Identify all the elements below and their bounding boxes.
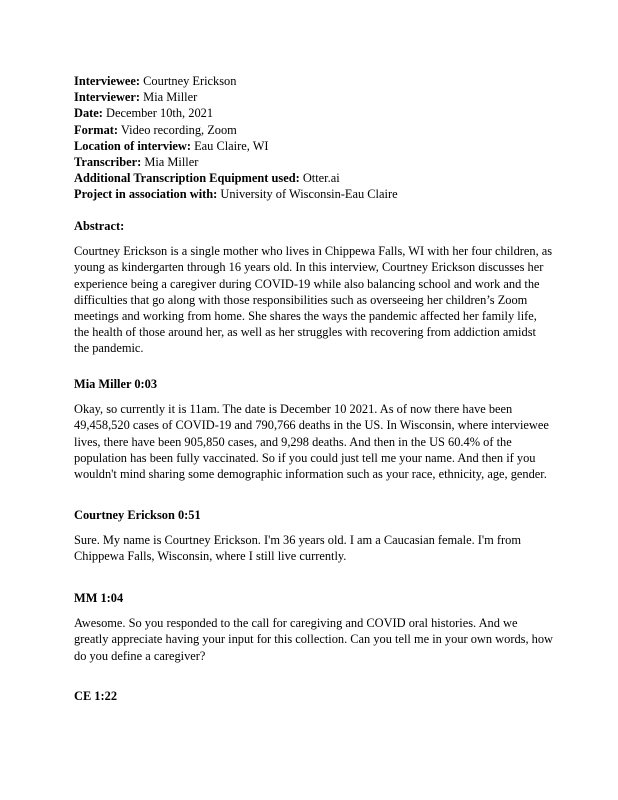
meta-label: Interviewee: [74,74,141,88]
meta-label: Project in association with: [74,187,218,202]
meta-project [74,186,594,202]
transcript-entry [74,376,554,482]
meta-format [74,122,594,138]
meta-value: Eau Claire, WI [194,138,269,153]
meta-label: Location of interview: [74,138,191,153]
speaker-label: CE 1:22 [74,689,118,703]
meta-location [74,138,594,154]
speaker-label: Courtney Erickson 0:51 [74,508,201,522]
meta-transcriber [74,154,594,170]
speaker-label: MM 1:04 [74,591,124,605]
meta-date [74,105,594,121]
meta-label: Date: [74,106,103,121]
abstract-heading: Abstract: [74,219,125,233]
speaker-label: Mia Miller 0:03 [74,377,158,391]
transcript-entry [74,590,554,664]
interview-metadata [74,73,594,203]
meta-label: Format: [74,122,119,137]
transcript-text: Awesome. So you responded to the call for caregiving and COVID oral histories. And we greatly appreciate having your input for this collection. Can you tell me in your own words, how do you define a caregiver? [74,616,553,663]
meta-label: Interviewer: [74,90,141,105]
meta-value: Courtney Erickson [143,74,237,88]
meta-interviewer [74,89,594,105]
meta-value: Mia Miller [143,90,198,105]
meta-label: Additional Transcription Equipment used: [74,171,300,186]
transcript-text: Sure. My name is Courtney Erickson. I'm 36 years old. I am a Caucasian female. I'm from Chippewa Falls, Wisconsin, where I still live currently. [74,533,521,564]
meta-value: Video recording, Zoom [120,122,237,137]
meta-interviewee [74,73,594,89]
meta-label: Transcriber: [74,155,142,170]
transcript-text: Okay, so currently it is 11am. The date is December 10 2021. As of now there have been 49,458,520 cases of COVID-19 and 790,766 deaths in the US. In Wisconsin, where interviewee lives, there have been 905,850 cases, and 9,298 deaths. And then in the US 60.4% of the population has been fully vaccinated. So if you could just tell me your name. And then if you wouldn't mind sharing some demographic information such as your race, ethnicity, age, gender. [74,402,549,482]
meta-value: Mia Miller [144,155,199,170]
abstract-text: Courtney Erickson is a single mother who lives in Chippewa Falls, WI with her four children, as young as kindergarten through 16 years old. In this interview, Courtney Erickson discusses her experience being a caregiver during COVID-19 while also balancing school and work and the difficulties that go along with those responsibilities such as overseeing her children’s Zoom meetings and working from home. She shares the ways the pandemic affected her family life, the health of those around her, as well as her struggles with recovering from addiction amidst the pandemic. [74,244,553,356]
transcript-entry [74,688,554,704]
meta-value: University of Wisconsin-Eau Claire [220,187,398,202]
transcript-entry [74,507,554,565]
abstract-section [74,218,554,357]
meta-value: Otter.ai [302,171,340,186]
meta-value: December 10th, 2021 [106,106,214,121]
meta-equipment [74,170,594,186]
